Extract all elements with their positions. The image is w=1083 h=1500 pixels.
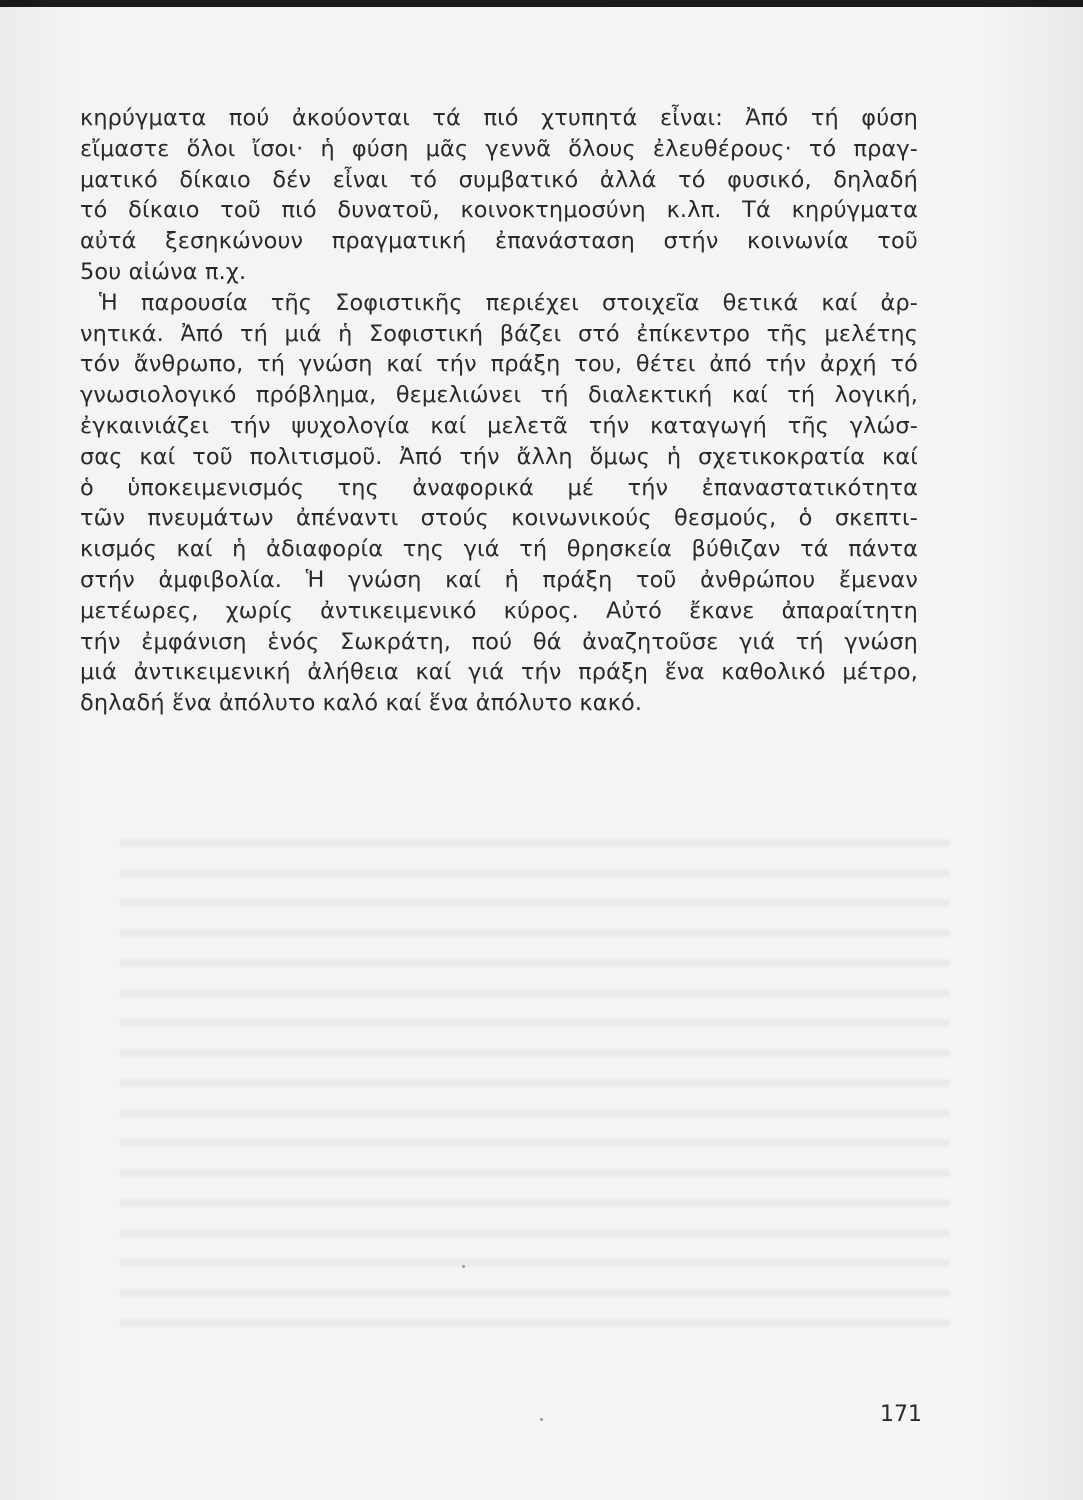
text-line: μιά ἀντικειμενική ἀλήθεια καί γιά τήν πράξη ἕνα καθολικό μέτρο, — [80, 659, 918, 686]
text-line: σας καί τοῦ πολιτισμοῦ. Ἀπό τήν ἄλλη ὅμως ἡ σχετικοκρατία καί — [80, 443, 918, 470]
text-line: γνωσιολογικό πρόβλημα, θεμελιώνει τή διαλεκτική καί τή λογική, — [80, 382, 918, 409]
text-line: αὐτά ξεσηκώνουν πραγματική ἐπανάσταση στήν κοινωνία τοῦ — [80, 228, 918, 255]
page-number: 171 — [880, 1402, 922, 1427]
text-line: 5ου αἰώνα π.χ. — [80, 258, 247, 285]
text-line: τό δίκαιο τοῦ πιό δυνατοῦ, κοινοκτημοσύνη κ.λπ. Τά κηρύγματα — [80, 197, 918, 224]
paragraph-start-line: Ἡ παρουσία τῆς Σοφιστικῆς περιέχει στοιχεῖα θετικά καί ἀρ- — [99, 289, 918, 316]
text-line: δηλαδή ἕνα ἀπόλυτο καλό καί ἕνα ἀπόλυτο κακό. — [80, 690, 643, 717]
text-line: στήν ἀμφιβολία. Ἡ γνώση καί ἡ πράξη τοῦ ἀνθρώπου ἔμεναν — [80, 566, 918, 593]
scan-speck — [462, 1265, 465, 1268]
text-line: τήν ἐμφάνιση ἑνός Σωκράτη, πού θά ἀναζητοῦσε γιά τή γνώση — [80, 628, 918, 655]
scan-top-edge — [0, 0, 1083, 7]
text-line: κισμός καί ἡ ἀδιαφορία της γιά τή θρησκεία βύθιζαν τά πάντα — [80, 536, 918, 563]
text-line: ματικό δίκαιο δέν εἶναι τό συμβατικό ἀλλά τό φυσικό, δηλαδή — [80, 166, 918, 193]
body-text — [80, 103, 918, 719]
text-line: εἴμαστε ὅλοι ἴσοι· ἡ φύση μᾶς γεννᾶ ὅλους ἐλευθέρους· τό πραγ- — [80, 135, 918, 162]
text-line: ἐγκαινιάζει τήν ψυχολογία καί μελετᾶ τήν καταγωγή τῆς γλώσ- — [80, 412, 918, 439]
text-line: ὁ ὑποκειμενισμός της ἀναφορικά μέ τήν ἐπαναστατικότητα — [80, 474, 918, 501]
text-line: τόν ἄνθρωπο, τή γνώση καί τήν πράξη του, θέτει ἀπό τήν ἀρχή τό — [80, 351, 918, 378]
text-line: νητικά. Ἀπό τή μιά ἡ Σοφιστική βάζει στό ἐπίκεντρο τῆς μελέτης — [80, 320, 918, 347]
text-line: κηρύγματα πού ἀκούονται τά πιό χτυπητά εἶναι: Ἀπό τή φύση — [80, 105, 918, 131]
scan-speck — [540, 1418, 543, 1421]
bleed-through-shadow — [120, 817, 950, 1337]
text-line: μετέωρες, χωρίς ἀντικειμενικό κύρος. Αὐτό ἔκανε ἀπαραίτητη — [80, 597, 918, 624]
text-line: τῶν πνευμάτων ἀπέναντι στούς κοινωνικούς θεσμούς, ὁ σκεπτι- — [80, 505, 918, 532]
